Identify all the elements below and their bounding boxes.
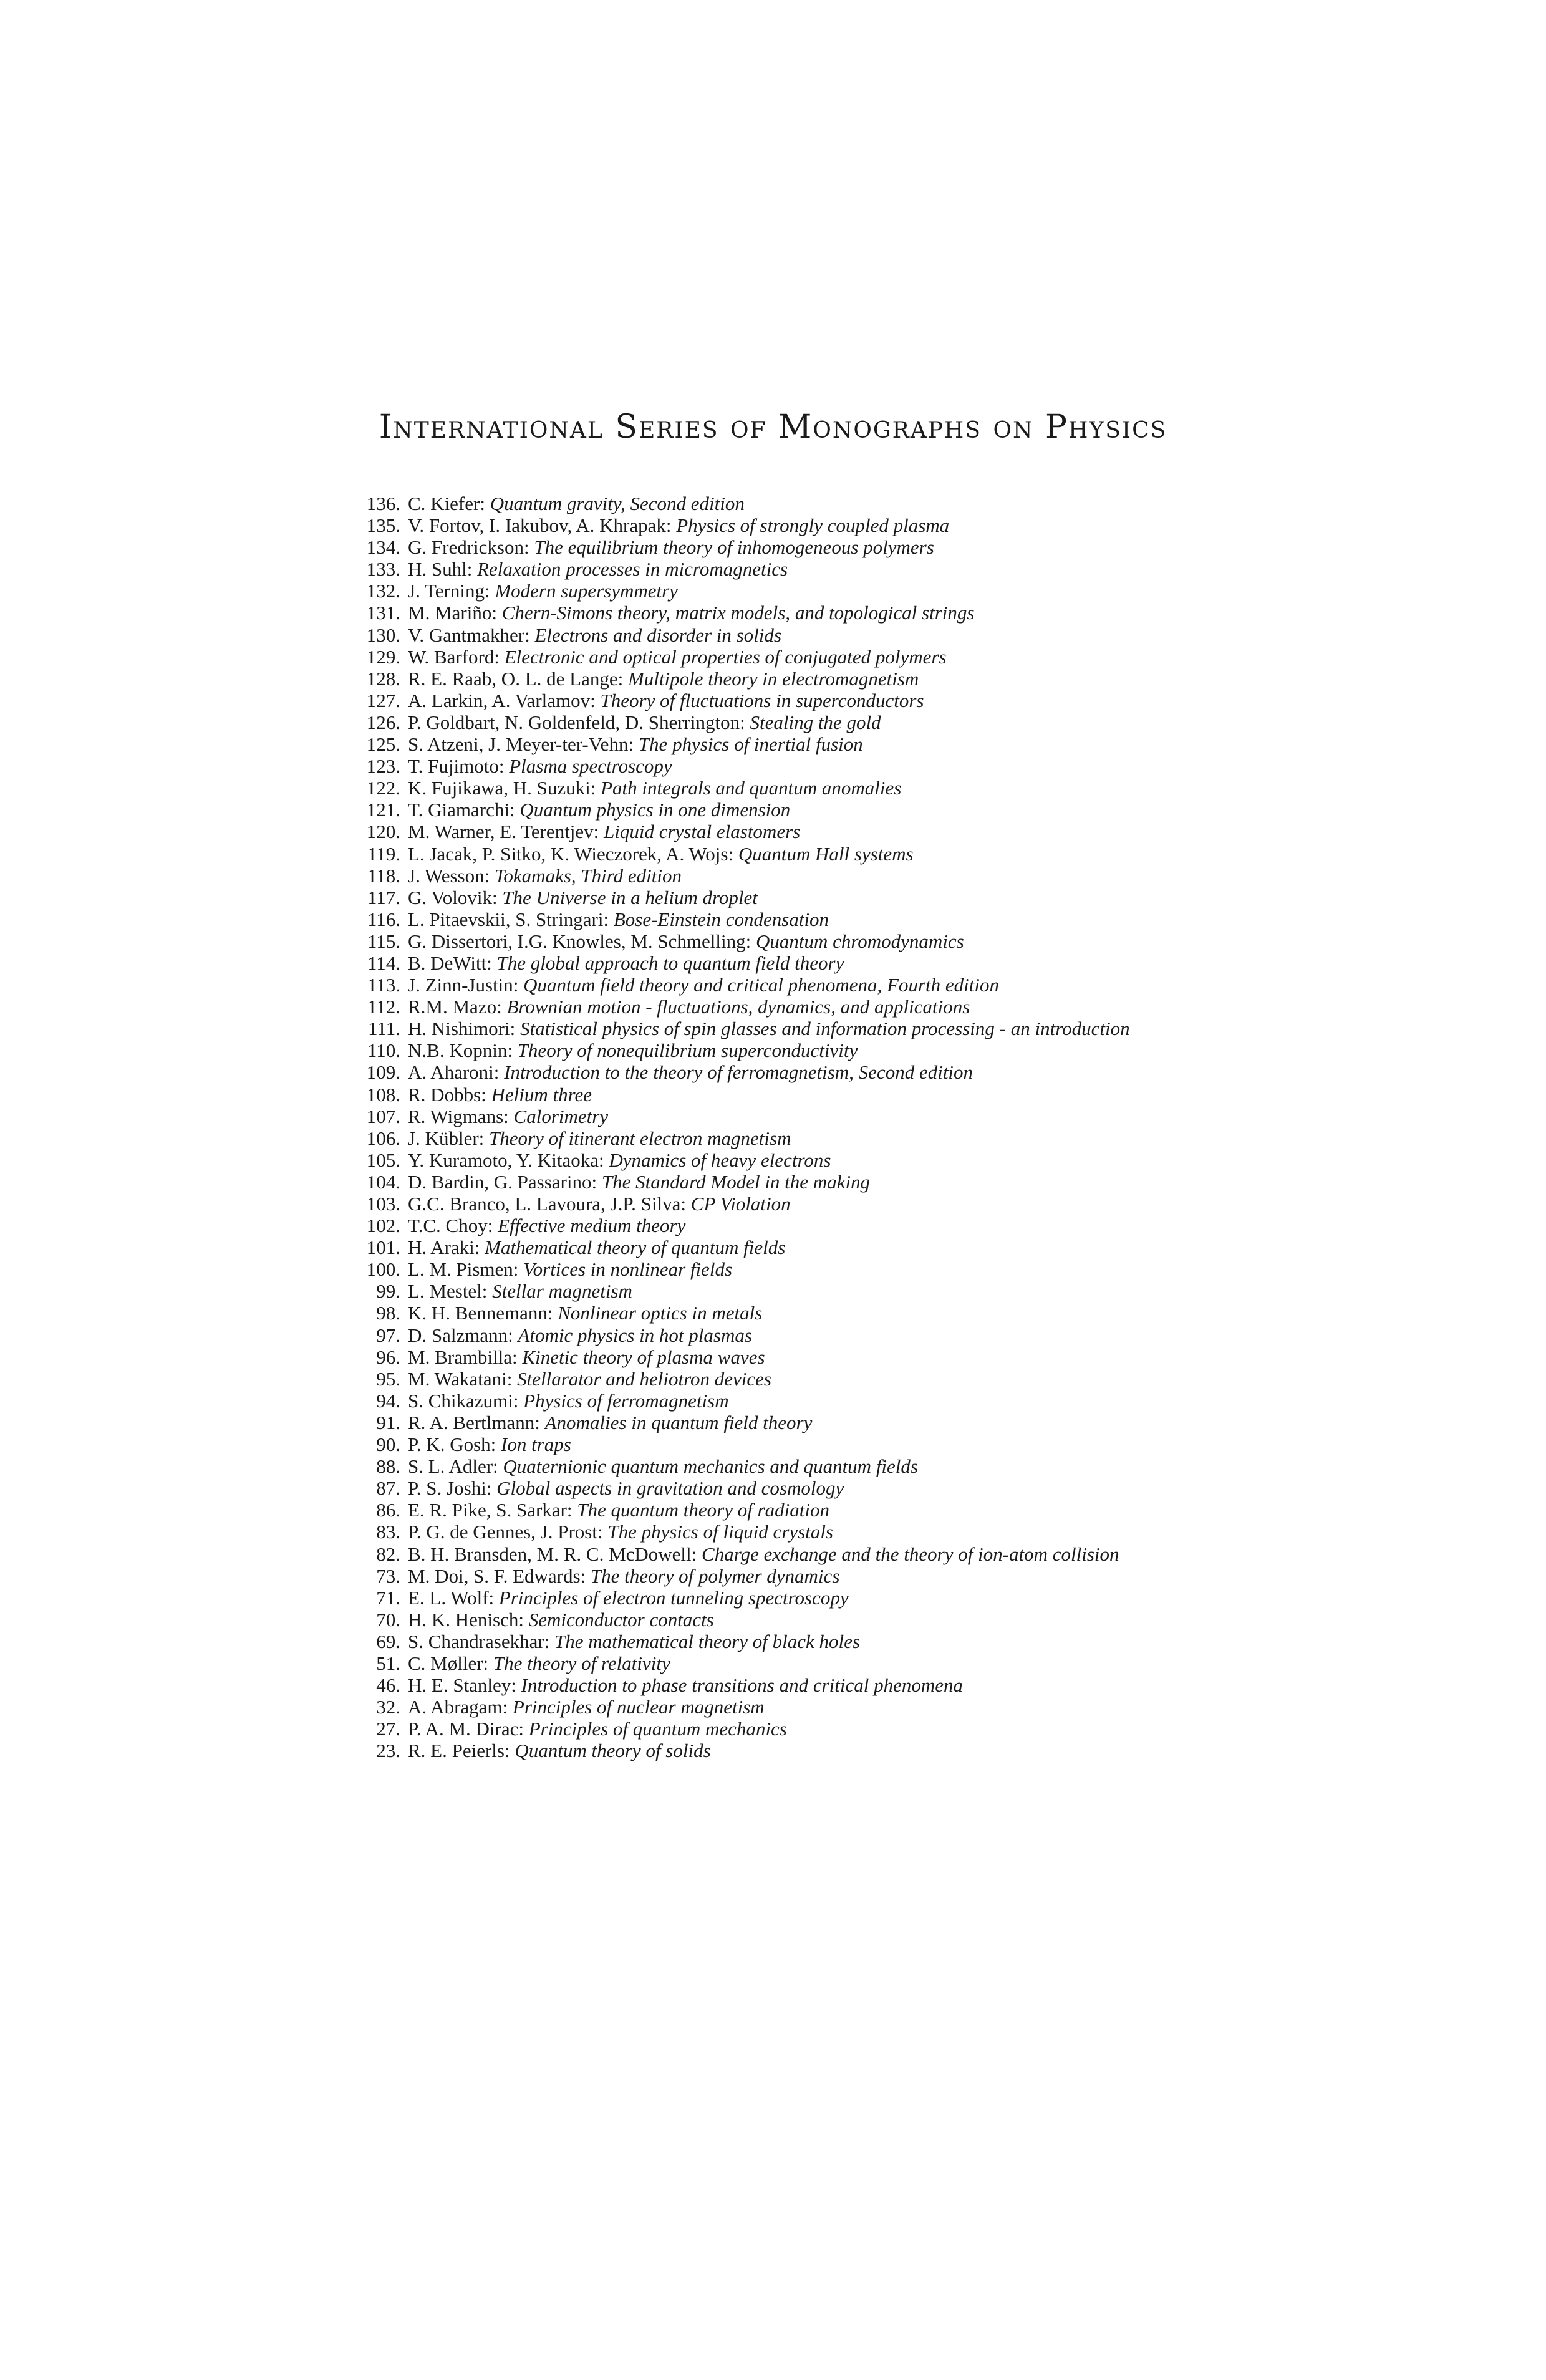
list-item [353, 1587, 1201, 1609]
entry-author: L. Mestel: [408, 1280, 488, 1303]
entry-number: 117. [367, 886, 400, 908]
entry-title: CP Violation [690, 1193, 791, 1215]
entry-author: P. K. Gosh: [408, 1433, 496, 1456]
entry-text [400, 1718, 1201, 1740]
entry-author: R. E. Raab, O. L. de Lange: [408, 667, 624, 690]
entry-text [400, 602, 1201, 624]
entry-number: 108. [366, 1083, 400, 1106]
entry-number: 32. [376, 1696, 400, 1718]
entry-text [400, 974, 1201, 996]
list-item [353, 1280, 1201, 1302]
entry-text [400, 690, 1201, 711]
entry-text [400, 1674, 1201, 1696]
list-item [353, 1390, 1201, 1412]
entry-author: J. Wesson: [408, 864, 490, 887]
entry-text [400, 1324, 1201, 1346]
list-item [353, 624, 1201, 646]
entry-title: Tokamaks, Third edition [495, 864, 682, 887]
entry-author: C. Møller: [408, 1652, 489, 1674]
entry-title: Theory of nonequilibrium superconductivity [517, 1039, 858, 1062]
list-item [353, 493, 1201, 514]
entry-number: 134. [366, 536, 400, 559]
entry-number: 110. [367, 1039, 400, 1062]
entry-number: 109. [366, 1061, 400, 1084]
entry-number: 97. [376, 1324, 400, 1346]
list-item [353, 930, 1201, 952]
list-item [353, 711, 1201, 733]
entry-text [400, 1084, 1201, 1106]
entry-text [400, 930, 1201, 952]
entry-author: S. Chandrasekhar: [408, 1630, 550, 1652]
entry-title: The physics of liquid crystals [607, 1521, 833, 1543]
entry-text [400, 865, 1201, 887]
list-item [353, 536, 1201, 558]
entry-number: 99. [376, 1280, 400, 1303]
entry-title: Liquid crystal elastomers [604, 821, 801, 843]
entry-author: P. S. Joshi: [408, 1477, 492, 1500]
list-item [353, 733, 1201, 755]
list-item [353, 558, 1201, 580]
list-item [353, 1258, 1201, 1280]
entry-number: 116. [367, 908, 400, 930]
list-item [353, 1455, 1201, 1477]
entry-number: 100. [366, 1258, 400, 1281]
entry-text [400, 843, 1201, 865]
entry-title: The theory of polymer dynamics [590, 1564, 840, 1587]
list-item [353, 1127, 1201, 1149]
list-item [353, 1477, 1201, 1499]
entry-title: Semiconductor contacts [528, 1608, 714, 1631]
entry-text [400, 1652, 1201, 1674]
entry-text [400, 799, 1201, 821]
entry-title: Principles of nuclear magnetism [512, 1696, 765, 1718]
list-item [353, 1171, 1201, 1193]
entry-text [400, 668, 1201, 690]
entry-number: 115. [367, 930, 400, 952]
entry-number: 112. [367, 996, 400, 1018]
entry-author: Y. Kuramoto, Y. Kitaoka: [408, 1149, 604, 1171]
entry-number: 90. [376, 1433, 400, 1456]
entry-text [400, 1346, 1201, 1368]
list-item [353, 1674, 1201, 1696]
entry-text [400, 1039, 1201, 1061]
entry-number: 128. [366, 667, 400, 690]
entry-text [400, 1696, 1201, 1718]
entry-author: L. Jacak, P. Sitko, K. Wieczorek, A. Wojs: [408, 842, 734, 865]
entry-number: 130. [366, 624, 400, 646]
entry-author: R. Dobbs: [408, 1083, 486, 1106]
entry-number: 83. [376, 1521, 400, 1543]
entry-title: Stellarator and heliotron devices [517, 1367, 771, 1390]
entry-author: H. Nishimori: [408, 1018, 516, 1040]
entry-title: Kinetic theory of plasma waves [522, 1346, 765, 1368]
monograph-list [353, 493, 1201, 1761]
entry-author: H. E. Stanley: [408, 1674, 516, 1697]
entry-author: P. Goldbart, N. Goldenfeld, D. Sherrington: [408, 711, 745, 733]
entry-author: G. Fredrickson: [408, 536, 529, 559]
list-item [353, 1236, 1201, 1258]
entry-title: Quantum gravity, Second edition [490, 493, 745, 514]
entry-number: 46. [376, 1674, 400, 1697]
list-item [353, 821, 1201, 842]
entry-title: Ion traps [501, 1433, 571, 1456]
entry-author: K. H. Bennemann: [408, 1302, 553, 1324]
entry-author: A. Larkin, A. Varlamov: [408, 689, 596, 711]
list-item [353, 996, 1201, 1018]
list-item [353, 865, 1201, 887]
list-item [353, 1521, 1201, 1543]
entry-title: Dynamics of heavy electrons [609, 1149, 831, 1171]
entry-text [400, 1740, 1201, 1761]
entry-text [400, 1302, 1201, 1324]
entry-title: Stealing the gold [750, 711, 881, 733]
entry-title: Stellar magnetism [492, 1280, 632, 1303]
list-item [353, 1106, 1201, 1127]
entry-author: D. Salzmann: [408, 1324, 513, 1346]
entry-title: Plasma spectroscopy [509, 755, 672, 778]
entry-number: 70. [376, 1608, 400, 1631]
entry-text [400, 1499, 1201, 1521]
entry-number: 105. [366, 1149, 400, 1171]
entry-title: Chern-Simons theory, matrix models, and topological strings [501, 602, 975, 624]
entry-author: E. L. Wolf: [408, 1586, 495, 1609]
entry-number: 71. [376, 1586, 400, 1609]
entry-number: 125. [366, 733, 400, 756]
entry-title: The physics of inertial fusion [638, 733, 863, 756]
list-item [353, 1215, 1201, 1236]
list-item [353, 1652, 1201, 1674]
entry-title: The theory of relativity [493, 1652, 670, 1674]
entry-number: 101. [366, 1236, 400, 1259]
entry-text [400, 1258, 1201, 1280]
entry-number: 86. [376, 1499, 400, 1521]
entry-author: A. Aharoni: [408, 1061, 500, 1084]
entry-text [400, 1236, 1201, 1258]
list-item [353, 908, 1201, 930]
entry-title: Relaxation processes in micromagnetics [477, 558, 788, 581]
list-item [353, 1302, 1201, 1324]
entry-text [400, 1587, 1201, 1609]
entry-number: 104. [366, 1170, 400, 1193]
entry-text [400, 733, 1201, 755]
list-item [353, 799, 1201, 821]
entry-number: 111. [368, 1018, 400, 1040]
entry-title: Quantum field theory and critical phenomena, Fourth edition [523, 974, 999, 996]
entry-text [400, 1521, 1201, 1543]
entry-text [400, 1477, 1201, 1499]
entry-number: 91. [376, 1411, 400, 1433]
entry-text [400, 1280, 1201, 1302]
list-item [353, 1609, 1201, 1631]
entry-title: Multipole theory in electromagnetism [627, 667, 919, 690]
entry-number: 87. [376, 1477, 400, 1500]
list-item [353, 580, 1201, 602]
entry-author: T. Giamarchi: [408, 799, 515, 821]
list-item [353, 1433, 1201, 1455]
entry-author: R.M. Mazo: [408, 996, 502, 1018]
entry-author: J. Kübler: [408, 1127, 485, 1149]
entry-text [400, 1127, 1201, 1149]
entry-author: S. Atzeni, J. Meyer-ter-Vehn: [408, 733, 634, 756]
entry-text [400, 1565, 1201, 1587]
entry-text [400, 821, 1201, 842]
entry-number: 121. [366, 799, 400, 821]
entry-author: C. Kiefer: [408, 493, 485, 514]
entry-title: Principles of quantum mechanics [528, 1718, 787, 1740]
list-item [353, 668, 1201, 690]
entry-text [400, 1543, 1201, 1565]
entry-title: Theory of itinerant electron magnetism [489, 1127, 791, 1149]
entry-text [400, 711, 1201, 733]
list-item [353, 1631, 1201, 1652]
entry-author: J. Terning: [408, 580, 490, 602]
entry-number: 69. [376, 1630, 400, 1652]
list-item [353, 1499, 1201, 1521]
entry-number: 106. [366, 1127, 400, 1149]
entry-author: M. Doi, S. F. Edwards: [408, 1564, 586, 1587]
list-item [353, 690, 1201, 711]
entry-author: M. Warner, E. Terentjev: [408, 821, 599, 843]
entry-title: Introduction to phase transitions and critical phenomena [521, 1674, 964, 1697]
entry-number: 136. [366, 493, 400, 514]
list-item [353, 1412, 1201, 1433]
entry-text [400, 1018, 1201, 1039]
entry-title: Electronic and optical properties of conjugated polymers [504, 645, 947, 668]
entry-text [400, 1368, 1201, 1390]
entry-author: H. K. Henisch: [408, 1608, 524, 1631]
entry-text [400, 1106, 1201, 1127]
entry-author: E. R. Pike, S. Sarkar: [408, 1499, 573, 1521]
list-item [353, 1061, 1201, 1083]
entry-author: H. Suhl: [408, 558, 473, 581]
entry-title: The equilibrium theory of inhomogeneous polymers [534, 536, 934, 559]
entry-number: 96. [376, 1346, 400, 1368]
entry-number: 126. [366, 711, 400, 733]
list-item [353, 974, 1201, 996]
entry-author: W. Barford: [408, 645, 500, 668]
entry-author: G. Dissertori, I.G. Knowles, M. Schmelling: [408, 930, 751, 952]
entry-title: The quantum theory of radiation [577, 1499, 829, 1521]
entry-number: 103. [366, 1193, 400, 1215]
entry-number: 133. [366, 558, 400, 581]
entry-title: Nonlinear optics in metals [558, 1302, 763, 1324]
entry-text [400, 1455, 1201, 1477]
entry-number: 127. [366, 689, 400, 711]
entry-title: Quantum theory of solids [515, 1740, 711, 1762]
list-item [353, 1193, 1201, 1215]
entry-author: J. Zinn-Justin: [408, 974, 519, 996]
entry-author: N.B. Kopnin: [408, 1039, 513, 1062]
entry-author: L. Pitaevskii, S. Stringari: [408, 908, 609, 930]
list-item [353, 514, 1201, 536]
entry-author: M. Brambilla: [408, 1346, 518, 1368]
entry-number: 102. [366, 1215, 400, 1237]
entry-title: Effective medium theory [498, 1215, 686, 1237]
entry-text [400, 558, 1201, 580]
entry-title: Quantum Hall systems [738, 842, 914, 865]
entry-author: G.C. Branco, L. Lavoura, J.P. Silva: [408, 1193, 687, 1215]
entry-title: Statistical physics of spin glasses and information processing - an introduction [519, 1018, 1130, 1040]
entry-title: Quantum chromodynamics [755, 930, 964, 952]
entry-title: Physics of ferromagnetism [523, 1389, 729, 1412]
list-item [353, 1084, 1201, 1106]
entry-number: 98. [376, 1302, 400, 1324]
entry-title: Atomic physics in hot plasmas [518, 1324, 752, 1346]
entry-number: 114. [367, 952, 400, 974]
entry-number: 123. [366, 755, 400, 778]
entry-author: D. Bardin, G. Passarino: [408, 1170, 597, 1193]
entry-text [400, 1412, 1201, 1433]
entry-author: B. H. Bransden, M. R. C. McDowell: [408, 1543, 697, 1565]
entry-author: P. G. de Gennes, J. Prost: [408, 1521, 603, 1543]
entry-title: Path integrals and quantum anomalies [601, 777, 902, 799]
entry-author: K. Fujikawa, H. Suzuki: [408, 777, 596, 799]
entry-number: 122. [366, 777, 400, 799]
list-item [353, 1324, 1201, 1346]
entry-title: Anomalies in quantum field theory [544, 1411, 813, 1433]
entry-text [400, 777, 1201, 799]
entry-number: 120. [366, 821, 400, 843]
entry-text [400, 624, 1201, 646]
list-item [353, 646, 1201, 668]
entry-text [400, 1193, 1201, 1215]
list-item [353, 777, 1201, 799]
entry-text [400, 1149, 1201, 1171]
entry-title: Mathematical theory of quantum fields [485, 1236, 786, 1259]
entry-title: Quantum physics in one dimension [519, 799, 791, 821]
list-item [353, 1565, 1201, 1587]
list-item [353, 755, 1201, 777]
entry-number: 132. [366, 580, 400, 602]
entry-number: 94. [376, 1389, 400, 1412]
entry-author: R. A. Bertlmann: [408, 1411, 540, 1433]
entry-number: 51. [376, 1652, 400, 1674]
entry-number: 27. [376, 1718, 400, 1740]
entry-title: Quaternionic quantum mechanics and quantum fields [503, 1455, 918, 1478]
entry-author: M. Wakatani: [408, 1367, 513, 1390]
entry-number: 73. [376, 1564, 400, 1587]
entry-title: Physics of strongly coupled plasma [676, 514, 950, 537]
entry-number: 129. [366, 645, 400, 668]
entry-title: Calorimetry [513, 1105, 609, 1127]
entry-title: The Standard Model in the making [601, 1170, 871, 1193]
list-item [353, 1346, 1201, 1368]
entry-title: Charge exchange and the theory of ion-atom collision [702, 1543, 1119, 1565]
entry-number: 131. [366, 602, 400, 624]
list-item [353, 887, 1201, 908]
entry-number: 82. [376, 1543, 400, 1565]
entry-number: 119. [367, 842, 400, 865]
series-title: International Series of Monographs on Physics [379, 408, 1167, 446]
entry-text [400, 493, 1201, 514]
entry-text [400, 1061, 1201, 1083]
entry-number: 95. [376, 1367, 400, 1390]
entry-text [400, 887, 1201, 908]
entry-number: 23. [376, 1740, 400, 1762]
entry-author: T. Fujimoto: [408, 755, 505, 778]
entry-text [400, 580, 1201, 602]
entry-text [400, 514, 1201, 536]
entry-author: V. Fortov, I. Iakubov, A. Khrapak: [408, 514, 672, 537]
entry-title: Modern supersymmetry [495, 580, 678, 602]
entry-title: The Universe in a helium droplet [502, 886, 758, 908]
list-item [353, 1149, 1201, 1171]
list-item [353, 952, 1201, 974]
entry-text [400, 1215, 1201, 1236]
entry-author: T.C. Choy: [408, 1215, 493, 1237]
entry-title: Theory of fluctuations in superconductors [600, 689, 924, 711]
entry-text [400, 952, 1201, 974]
entry-number: 118. [367, 864, 400, 887]
list-item [353, 1368, 1201, 1390]
entry-title: Global aspects in gravitation and cosmology [496, 1477, 844, 1500]
entry-author: S. L. Adler: [408, 1455, 498, 1478]
list-item [353, 1718, 1201, 1740]
entry-title: Introduction to the theory of ferromagnetism, Second edition [504, 1061, 973, 1084]
list-item [353, 843, 1201, 865]
list-item [353, 1696, 1201, 1718]
entry-author: V. Gantmakher: [408, 624, 530, 646]
entry-author: M. Mariño: [408, 602, 497, 624]
entry-author: G. Volovik: [408, 886, 498, 908]
entry-author: P. A. M. Dirac: [408, 1718, 524, 1740]
entry-text [400, 1171, 1201, 1193]
list-item [353, 1740, 1201, 1761]
entry-title: The global approach to quantum field theory [496, 952, 844, 974]
entry-text [400, 1609, 1201, 1631]
list-item [353, 602, 1201, 624]
list-item [353, 1018, 1201, 1039]
entry-text [400, 996, 1201, 1018]
entry-title: Vortices in nonlinear fields [523, 1258, 733, 1281]
entry-author: A. Abragam: [408, 1696, 508, 1718]
entry-title: Principles of electron tunneling spectroscopy [498, 1586, 849, 1609]
entry-text [400, 755, 1201, 777]
entry-author: R. Wigmans: [408, 1105, 509, 1127]
entry-author: S. Chikazumi: [408, 1389, 519, 1412]
entry-title: The mathematical theory of black holes [554, 1630, 860, 1652]
entry-number: 107. [366, 1105, 400, 1127]
entry-author: L. M. Pismen: [408, 1258, 519, 1281]
entry-number: 135. [366, 514, 400, 537]
entry-author: H. Araki: [408, 1236, 480, 1259]
entry-title: Helium three [491, 1083, 592, 1106]
entry-text [400, 1433, 1201, 1455]
entry-title: Bose-Einstein condensation [613, 908, 829, 930]
list-item [353, 1543, 1201, 1565]
entry-text [400, 908, 1201, 930]
entry-number: 113. [367, 974, 400, 996]
entry-text [400, 1631, 1201, 1652]
entry-text [400, 646, 1201, 668]
entry-text [400, 536, 1201, 558]
entry-number: 88. [376, 1455, 400, 1478]
list-item [353, 1039, 1201, 1061]
entry-author: R. E. Peierls: [408, 1740, 510, 1762]
entry-text [400, 1390, 1201, 1412]
entry-title: Electrons and disorder in solids [534, 624, 782, 646]
entry-title: Brownian motion - fluctuations, dynamics, and applications [506, 996, 970, 1018]
entry-author: B. DeWitt: [408, 952, 492, 974]
